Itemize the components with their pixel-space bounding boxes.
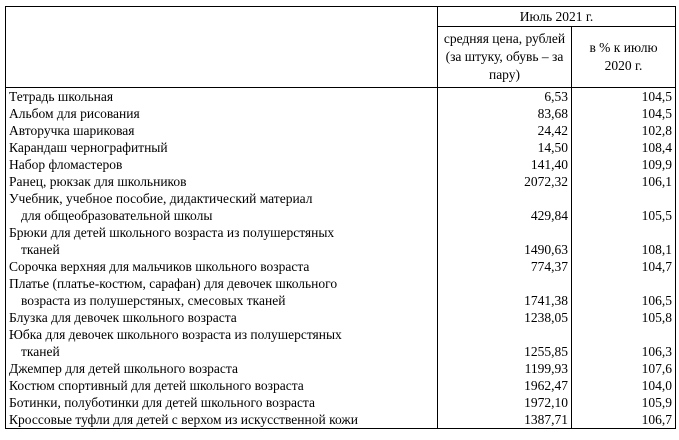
item-name xyxy=(6,360,438,377)
item-name-line: Карандаш чернографитный xyxy=(9,140,168,155)
item-name xyxy=(6,411,438,429)
item-name-line: тканей xyxy=(21,344,60,359)
item-name xyxy=(6,122,438,139)
item-name-line: Юбка для девочек школьного возраста из полушерстяных xyxy=(9,327,342,342)
item-price: 1238,05 xyxy=(438,309,572,326)
item-name xyxy=(6,173,438,190)
item-price: 24,42 xyxy=(438,122,572,139)
header-period: Июль 2021 г. xyxy=(438,7,676,27)
table-body xyxy=(6,88,676,429)
item-price: 1741,38 xyxy=(438,275,572,309)
item-name-line: Альбом для рисования xyxy=(9,106,140,121)
item-name-line: Ранец, рюкзак для школьников xyxy=(9,174,187,189)
item-name-line: Джемпер для детей школьного возраста xyxy=(9,361,238,376)
item-percent: 106,1 xyxy=(572,173,676,190)
item-price: 83,68 xyxy=(438,105,572,122)
item-name xyxy=(6,105,438,122)
item-percent: 104,0 xyxy=(572,377,676,394)
item-name xyxy=(6,88,438,106)
item-price: 1972,10 xyxy=(438,394,572,411)
item-percent: 105,5 xyxy=(572,190,676,224)
item-name-line: Платье (платье-костюм, сарафан) для девочек школьного xyxy=(9,276,338,291)
table-header xyxy=(6,7,676,88)
header-percent-change: в % к июлю 2020 г. xyxy=(572,27,676,88)
item-name xyxy=(6,190,438,224)
item-percent: 102,8 xyxy=(572,122,676,139)
item-price: 1490,63 xyxy=(438,224,572,258)
item-price: 774,37 xyxy=(438,258,572,275)
item-name-line: возраста из полушерстяных, смесовых тканей xyxy=(21,293,286,308)
item-percent: 105,8 xyxy=(572,309,676,326)
item-price: 141,40 xyxy=(438,156,572,173)
header-corner-cell xyxy=(6,7,438,88)
item-percent: 106,5 xyxy=(572,275,676,309)
item-percent: 106,7 xyxy=(572,411,676,429)
item-name xyxy=(6,394,438,411)
item-name-line: для общеобразовательной школы xyxy=(21,208,213,223)
item-name xyxy=(6,224,438,258)
item-name-line: тканей xyxy=(21,242,60,257)
table-row xyxy=(6,326,676,360)
header-average-price: средняя цена, рублей (за штуку, обувь – за пару) xyxy=(438,27,572,88)
table-row xyxy=(6,258,676,275)
item-name-line: Авторучка шариковая xyxy=(9,123,135,138)
item-price: 1962,47 xyxy=(438,377,572,394)
item-name xyxy=(6,156,438,173)
item-price: 1387,71 xyxy=(438,411,572,429)
item-name-line: Сорочка верхняя для мальчиков школьного возраста xyxy=(9,259,310,274)
item-name-line: Кроссовые туфли для детей с верхом из искусственной кожи xyxy=(9,412,358,427)
table-row xyxy=(6,394,676,411)
item-price: 2072,32 xyxy=(438,173,572,190)
item-percent: 107,6 xyxy=(572,360,676,377)
item-percent: 104,5 xyxy=(572,88,676,106)
item-name xyxy=(6,309,438,326)
table-row xyxy=(6,156,676,173)
item-percent: 109,9 xyxy=(572,156,676,173)
item-price: 1255,85 xyxy=(438,326,572,360)
item-price: 14,50 xyxy=(438,139,572,156)
item-name xyxy=(6,275,438,309)
item-name xyxy=(6,326,438,360)
table-row xyxy=(6,309,676,326)
item-percent: 106,3 xyxy=(572,326,676,360)
item-percent: 105,9 xyxy=(572,394,676,411)
item-name-line: Брюки для детей школьного возраста из полушерстяных xyxy=(9,225,335,240)
item-name-line: Набор фломастеров xyxy=(9,157,123,172)
item-price: 1199,93 xyxy=(438,360,572,377)
table-row xyxy=(6,360,676,377)
table-row xyxy=(6,173,676,190)
item-price: 429,84 xyxy=(438,190,572,224)
table-row xyxy=(6,275,676,309)
table-row xyxy=(6,88,676,106)
item-name-line: Ботинки, полуботинки для детей школьного возраста xyxy=(9,395,315,410)
item-percent: 104,7 xyxy=(572,258,676,275)
item-name xyxy=(6,377,438,394)
item-name xyxy=(6,139,438,156)
table-row xyxy=(6,377,676,394)
item-percent: 108,4 xyxy=(572,139,676,156)
item-percent: 104,5 xyxy=(572,105,676,122)
item-name xyxy=(6,258,438,275)
table-row xyxy=(6,224,676,258)
item-name-line: Костюм спортивный для детей школьного возраста xyxy=(9,378,304,393)
table-row xyxy=(6,190,676,224)
table-row xyxy=(6,139,676,156)
item-percent: 108,1 xyxy=(572,224,676,258)
table-row xyxy=(6,411,676,429)
item-name-line: Блузка для девочек школьного возраста xyxy=(9,310,237,325)
item-price: 6,53 xyxy=(438,88,572,106)
item-name-line: Тетрадь школьная xyxy=(9,89,114,104)
table-row xyxy=(6,122,676,139)
table-row xyxy=(6,105,676,122)
item-name-line: Учебник, учебное пособие, дидактический материал xyxy=(9,191,313,206)
price-table xyxy=(5,6,676,429)
